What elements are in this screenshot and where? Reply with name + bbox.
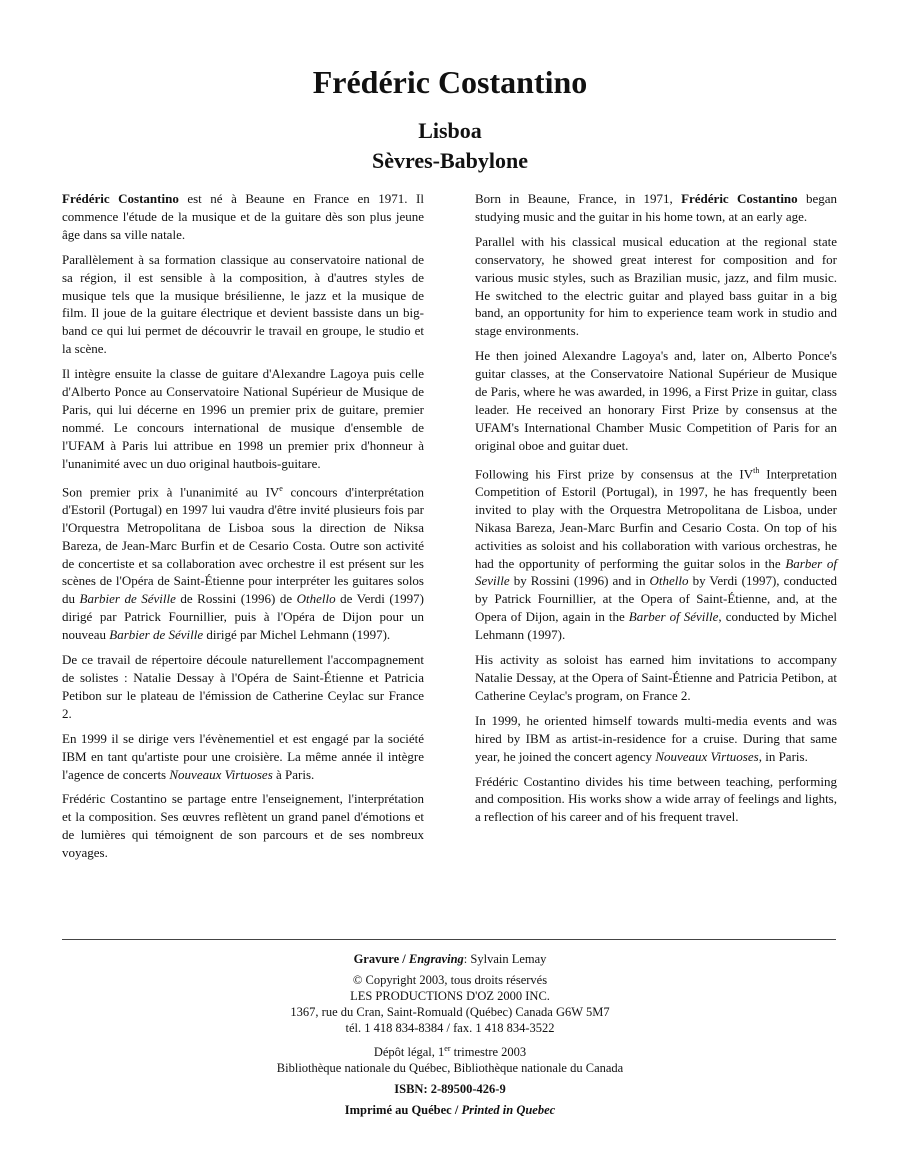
- colophon: [0, 951, 900, 1123]
- fr-paragraph-7: Frédéric Costantino se partage entre l'enseignement, l'interprétation et la composition. Ses œuvres reflètent un grand panel d'émotions et de lumières qui témoignent de son parcours et de ses nombreux voyages.: [62, 791, 424, 861]
- fr-p6-text-a: En 1999 il se dirige vers l'évènementiel et est engagé par la société IBM en tant qu'artiste pour une croisière. La même année il intègre l'agence de concerts: [62, 730, 424, 782]
- fr-paragraph-5: De ce travail de répertoire découle naturellement l'accompagnement de solistes : Natalie Dessay à l'Opéra de Saint-Étienne et Patricia Petibon sur le plateau de l'émission de Catherine Ceylac sur France 2.: [62, 652, 424, 721]
- fr-paragraph-6: [62, 730, 424, 784]
- fr-p1-text: est né à Beaune en France en 1971. Il commence l'étude de la musique et de la guitare dès son plus jeune âge dans sa ville natale.: [62, 191, 425, 242]
- engraving-label-fr: Gravure: [353, 952, 400, 966]
- fr-p4-text-c: de Rossini (1996) de: [175, 591, 297, 607]
- en-paragraph-6: [475, 712, 837, 766]
- en-p4-italic-2: Othello: [649, 573, 689, 589]
- printed-label-en: Printed in Quebec: [461, 1103, 556, 1118]
- en-p6-text-b: , in Paris.: [758, 748, 808, 764]
- engraving-credit: [0, 951, 900, 967]
- piece-title-sevres-babylone: Sèvres-Babylone: [371, 148, 529, 173]
- copyright-line: © Copyright 2003, tous droits réservés: [352, 973, 548, 987]
- publisher-name: LES PRODUCTIONS D'OZ 2000 INC.: [350, 989, 550, 1003]
- printed-separator: /: [451, 1103, 462, 1118]
- fr-composer-name: Frédéric Costantino: [62, 191, 179, 206]
- page-title: Frédéric Costantino: [312, 64, 588, 100]
- fr-p4-italic-1: Barbier de Séville: [79, 591, 176, 607]
- piece-title-lisboa: Lisboa: [418, 118, 482, 143]
- en-p4-text-c: by Rossini (1996) and in: [509, 573, 650, 589]
- en-p1-text-a: Born in Beaune, France, in 1971,: [475, 191, 682, 206]
- legal-deposit-text-a: Dépôt légal, 1: [373, 1045, 445, 1060]
- fr-paragraph-4: [62, 480, 424, 644]
- engraver-name: : Sylvain Lemay: [463, 952, 547, 966]
- printed-label-fr: Imprimé au Québec: [344, 1103, 452, 1118]
- en-p4-sup: th: [753, 465, 760, 475]
- en-paragraph-5: His activity as soloist has earned him invitations to accompany Natalie Dessay, at the Opera of Saint-Étienne and Patricia Petibon, at Catherine Ceylac's program, on France 2.: [475, 652, 837, 703]
- legal-deposit-block: [0, 1041, 900, 1076]
- en-paragraph-4: [475, 462, 837, 644]
- fr-p4-italic-3: Barbier de Séville: [109, 627, 204, 643]
- fr-paragraph-1: [62, 190, 424, 244]
- en-p4-italic-3: Barber of Séville: [628, 609, 719, 625]
- fr-p6-italic: Nouveaux Virtuoses: [169, 766, 273, 782]
- fr-p4-sup: e: [279, 483, 283, 493]
- en-p4-italic-1: Barber of Seville: [475, 555, 837, 589]
- en-p4-text-e: , conducted by Michel Lehmann (1997).: [475, 609, 838, 643]
- publisher-address: 1367, rue du Cran, Saint-Romuald (Québec) Canada G6W 5M7: [290, 1005, 610, 1019]
- en-paragraph-2: Parallel with his classical musical education at the regional state conservatory, he showed great interest for composition and for various music styles, such as Brazilian music, jazz, and film music. He switched to the electric guitar and played bass guitar in a big band, an opportunity for him to experience team work in studio and stage environments.: [475, 233, 837, 339]
- legal-deposit-text-b: trimestre 2003: [450, 1045, 527, 1060]
- french-biography-column: [62, 190, 424, 869]
- fr-p4-text-a: Son premier prix à l'unanimité au IV: [62, 483, 280, 499]
- fr-paragraph-3: Il intègre ensuite la classe de guitare d'Alexandre Lagoya puis celle d'Alberto Ponce au Conservatoire National Supérieur de Musique de Paris, qui lui décerne en 1996 un premier prix de guitare, premier nommé. Le concours international de musique d'ensemble de l'UFAM à Paris lui attribue en 1998 un premier prix d'honneur à l'unanimité avec un duo original hautbois-guitare.: [62, 366, 424, 471]
- legal-deposit-line: [0, 1041, 900, 1060]
- national-libraries: Bibliothèque nationale du Québec, Bibliothèque nationale du Canada: [276, 1061, 624, 1076]
- en-paragraph-1: [475, 190, 837, 226]
- fr-p4-italic-2: Othello: [296, 591, 336, 607]
- fr-p4-text-b: concours d'interprétation d'Estoril (Portugal) en 1997 lui vaudra d'être invité plusieurs fois par l'Orquestra Metropolitana de Lisboa sous la direction de Niksa Bareza, de Jean-Marc Burfin et de Cesario Costa. Outre son activité de concertiste et sa collaboration avec orchestre il est présent sur les scènes de l'Opéra de Saint-Étienne pour interpréter les guitares solos du: [62, 483, 424, 607]
- en-p6-italic: Nouveaux Virtuoses: [655, 748, 759, 764]
- fr-p6-text-b: à Paris.: [272, 766, 315, 782]
- en-paragraph-7: Frédéric Costantino divides his time between teaching, performing and composition. His works show a wide array of feelings and lights, a reflection of his career and of his frequent travel.: [475, 773, 837, 825]
- section-divider: [62, 939, 836, 940]
- legal-deposit-sup: er: [444, 1044, 451, 1053]
- publisher-block: [0, 972, 900, 1036]
- en-p4-text-a: Following his First prize by consensus at the IV: [475, 466, 754, 482]
- isbn: ISBN: 2-89500-426-9: [394, 1082, 506, 1097]
- en-paragraph-3: He then joined Alexandre Lagoya's and, later on, Alberto Ponce's guitar classes, at the Conservatoire National Supérieur de Musique de Paris, where he was awarded, in 1996, a First Prize in guitar, class leader. He received an honorary First Prize by consensus at the UFAM's International Chamber Music Competition of Paris for an original oboe and guitar duet.: [475, 348, 837, 453]
- engraving-label-en: Engraving: [408, 952, 464, 966]
- engraving-separator: /: [399, 952, 409, 966]
- en-p1-text-b: began studying music and the guitar in his home town, at an early age.: [475, 191, 838, 224]
- fr-paragraph-2: Parallèlement à sa formation classique au conservatoire national de sa région, il est sensible à la composition, à d'autres styles de musique tels que la musique brésilienne, le jazz et la musique de film. Il joue de la guitare électrique et devient bassiste dans un big-band ce qui lui permet de découvrir le travail en groupe, le studio et la scène.: [62, 251, 424, 357]
- en-composer-name: Frédéric Costantino: [681, 191, 798, 206]
- printed-in-line: [0, 1102, 900, 1118]
- fr-p4-text-e: dirigé par Michel Lehmann (1997).: [203, 627, 391, 643]
- publisher-phone: tél. 1 418 834-8384 / fax. 1 418 834-3522: [345, 1021, 555, 1035]
- en-p6-text-a: In 1999, he oriented himself towards multi-media events and was hired by IBM as artist-in-residence for a cruise. During that same year, he joined the concert agency: [475, 712, 837, 764]
- fr-p4-text-d: de Verdi (1997) dirigé par Patrick Fournillier, puis à l'Opéra de Dijon pour un nouveau: [62, 591, 425, 643]
- en-p4-text-b: Interpretation Competition of Estoril (Portugal), in 1997, he has frequently been invited to play with the Orquestra Metropolitana de Lisboa, under Nikasa Bareza, Jean-Marc Burfin and Cesario Costa. On top of his activities as soloist and his collaboration with various orchestras, he had the opportunity of performing the guitar solos in the: [475, 466, 837, 571]
- english-biography-column: [475, 190, 837, 833]
- en-p4-text-d: by Verdi (1997), conducted by Patrick Fournillier, at the Opera of Saint-Étienne, and, at the Opera of Dijon, again in the: [475, 573, 837, 625]
